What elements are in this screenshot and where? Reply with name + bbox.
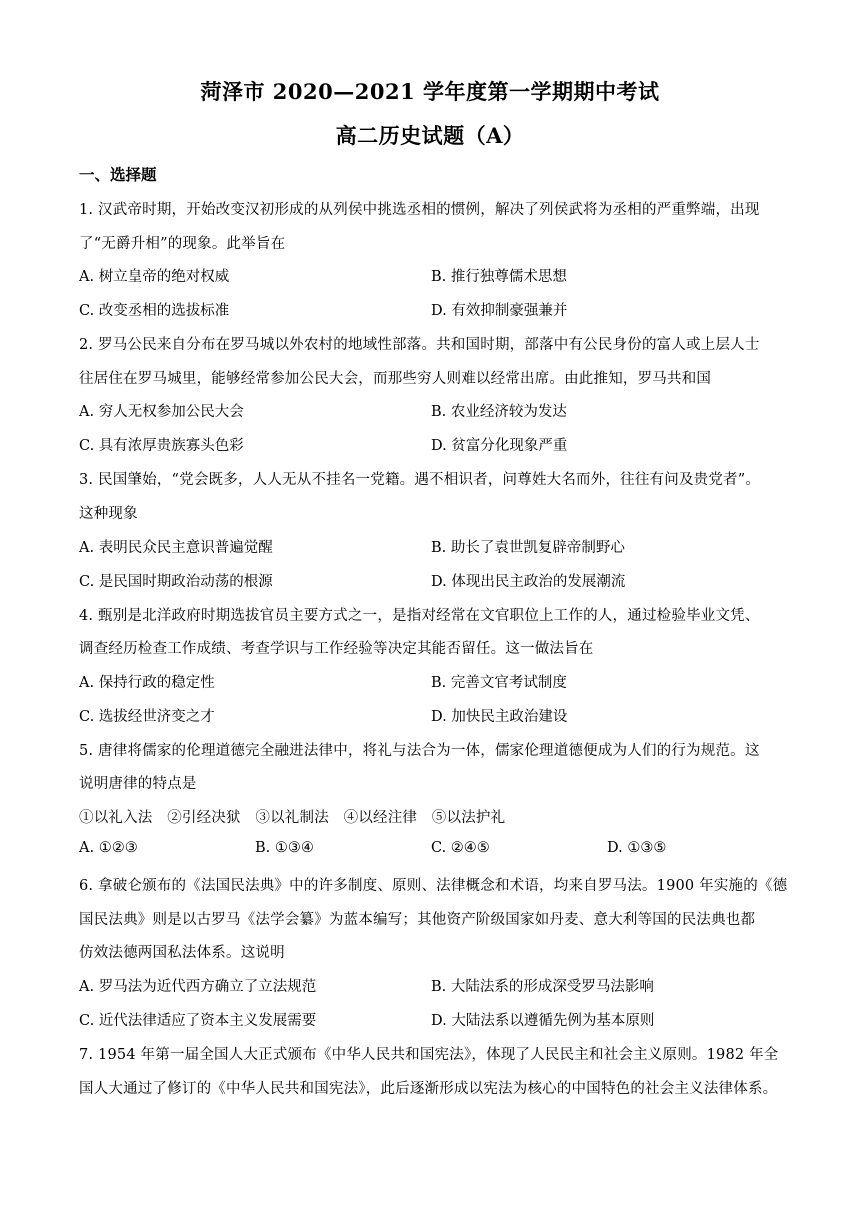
question-6-option-c: C. 近代法律适应了资本主义发展需要 <box>79 1013 317 1029</box>
exam-subtitle: 高二历史试题（A） <box>335 123 525 148</box>
question-7-stem-line-1: 7. 1954 年第一届全国人大正式颁布《中华人民共和国宪法》，体现了人民民主和社会主义原则。1982 年全 <box>79 1047 779 1063</box>
section-heading: 一、选择题 <box>79 165 157 184</box>
question-5-option-d: D. ①③⑤ <box>607 840 667 856</box>
question-2-option-d: D. 贫富分化现象严重 <box>431 438 568 454</box>
question-2-option-b: B. 农业经济较为发达 <box>431 404 567 420</box>
question-4-stem-line-1: 4. 甄别是北洋政府时期选拔官员主要方式之一，是指对经常在文官职位上工作的人，通过检验毕业文凭、 <box>79 608 760 624</box>
exam-title: 菏泽市 2020—2021 学年度第一学期期中考试 <box>200 79 660 104</box>
question-5-stem-line-2: 说明唐律的特点是 <box>79 776 197 792</box>
question-5-option-b: B. ①③④ <box>255 840 314 856</box>
question-6-option-d: D. 大陆法系以遵循先例为基本原则 <box>431 1013 655 1029</box>
question-1-option-c: C. 改变丞相的选拔标准 <box>79 303 230 319</box>
question-6-option-b: B. 大陆法系的形成深受罗马法影响 <box>431 979 654 995</box>
question-3-option-d: D. 体现出民主政治的发展潮流 <box>431 574 626 590</box>
question-3-option-b: B. 助长了袁世凯复辟帝制野心 <box>431 540 625 556</box>
question-6-stem-line-2: 国民法典》则是以古罗马《法学会纂》为蓝本编写；其他资产阶级国家如丹麦、意大利等国的民法典也都 <box>79 912 756 928</box>
question-1-option-b: B. 推行独尊儒术思想 <box>431 269 567 285</box>
question-2-stem-line-1: 2. 罗马公民来自分布在罗马城以外农村的地域性部落。共和国时期，部落中有公民身份的富人或上层人士 <box>79 337 760 353</box>
question-1-option-a: A. 树立皇帝的绝对权威 <box>79 269 230 285</box>
question-6-option-a: A. 罗马法为近代西方确立了立法规范 <box>79 979 317 995</box>
question-5-items: ①以礼入法 ②引经决狱 ③以礼制法 ④以经注律 ⑤以法护礼 <box>79 810 506 826</box>
question-3-stem-line-2: 这种现象 <box>79 506 138 522</box>
question-4-option-b: B. 完善文官考试制度 <box>431 675 567 691</box>
question-4-option-c: C. 选拔经世济变之才 <box>79 709 215 725</box>
question-4-option-d: D. 加快民主政治建设 <box>431 709 568 725</box>
question-5-option-a: A. ①②③ <box>79 840 138 856</box>
question-1-stem-line-2: 了“无爵升相”的现象。此举旨在 <box>79 236 286 252</box>
question-3-option-c: C. 是民国时期政治动荡的根源 <box>79 574 273 590</box>
question-2-option-a: A. 穷人无权参加公民大会 <box>79 404 244 420</box>
question-1-stem-line-1: 1. 汉武帝时期，开始改变汉初形成的从列侯中挑选丞相的惯例，解决了列侯武将为丞相的严重弊端，出现 <box>79 202 760 218</box>
question-2-stem-line-2: 往居住在罗马城里，能够经常参加公民大会，而那些穷人则难以经常出席。由此推知，罗马共和国 <box>79 371 712 387</box>
question-5-stem-line-1: 5. 唐律将儒家的伦理道德完全融进法律中，将礼与法合为一体，儒家伦理道德便成为人们的行为规范。这 <box>79 743 760 759</box>
question-1-option-d: D. 有效抑制豪强兼并 <box>431 303 568 319</box>
question-7-stem-line-2: 国人大通过了修订的《中华人民共和国宪法》，此后逐渐形成以宪法为核心的中国特色的社会主义法律体系。 <box>79 1081 778 1097</box>
question-3-option-a: A. 表明民众民主意识普遍觉醒 <box>79 540 273 556</box>
question-2-option-c: C. 具有浓厚贵族寡头色彩 <box>79 438 244 454</box>
question-4-stem-line-2: 调查经历检查工作成绩、考查学识与工作经验等决定其能否留任。这一做法旨在 <box>79 641 594 657</box>
question-5-option-c: C. ②④⑤ <box>431 840 490 856</box>
question-6-stem-line-3: 仿效法德两国私法体系。这说明 <box>79 945 285 961</box>
question-6-stem-line-1: 6. 拿破仑颁布的《法国民法典》中的许多制度、原则、法律概念和术语，均来自罗马法。1900 年实施的《德 <box>79 878 788 894</box>
question-3-stem-line-1: 3. 民国肇始，“党会既多，人人无从不挂名一党籍。遇不相识者，问尊姓大名而外，往往有问及贵党者”。 <box>79 472 761 488</box>
question-4-option-a: A. 保持行政的稳定性 <box>79 675 215 691</box>
